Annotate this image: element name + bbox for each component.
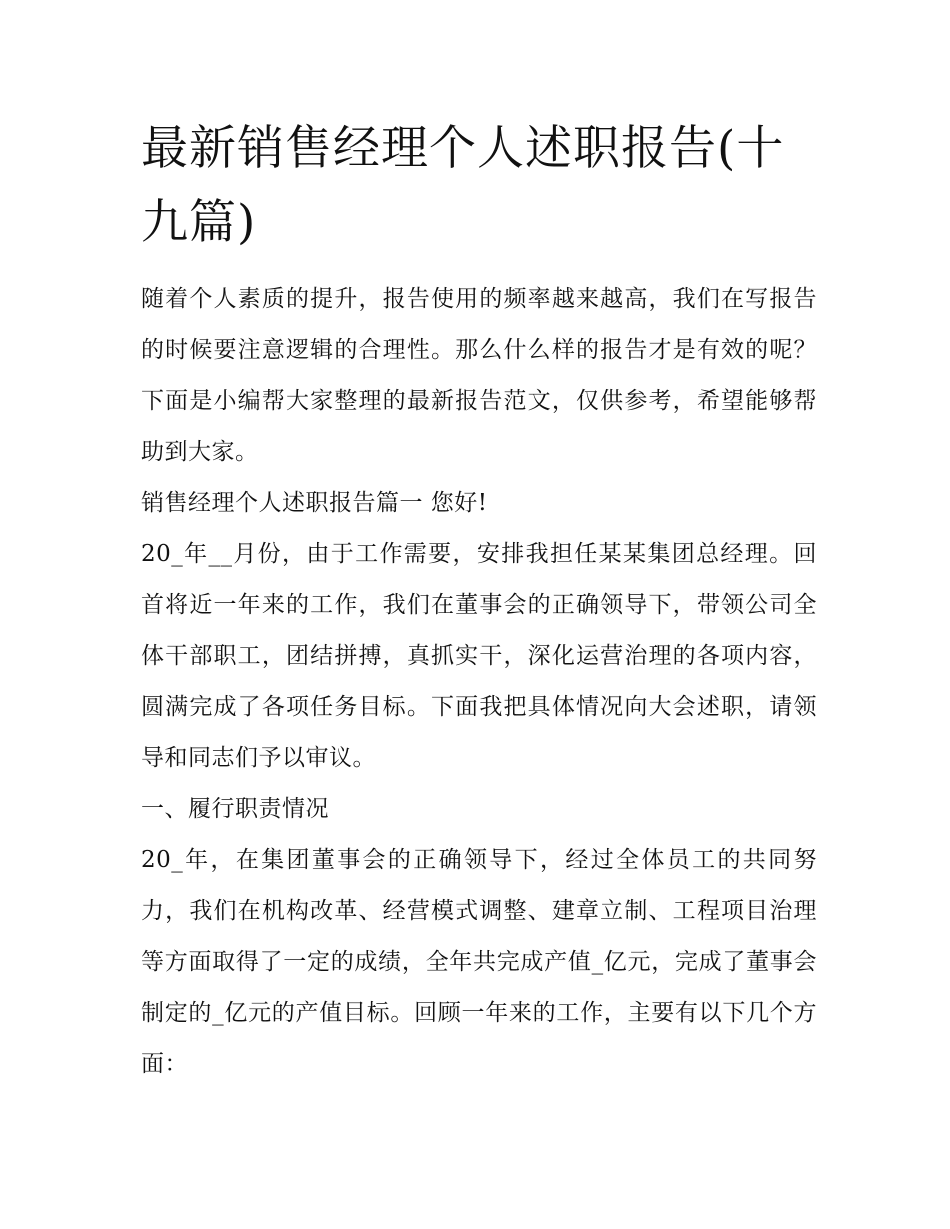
document-body [141, 112, 817, 1090]
body-paragraph: 20_年，在集团董事会的正确领导下，经过全体员工的共同努力，我们在机构改革、经营模式调整、建章立制、工程项目治理等方面取得了一定的成绩，全年共完成产值_亿元，完成了董事会制定的_亿元的产值目标。回顾一年来的工作，主要有以下几个方面： [141, 847, 817, 1077]
body-paragraph: 20_年__月份，由于工作需要，安排我担任某某集团总经理。回首将近一年来的工作，我们在董事会的正确领导下，带领公司全体干部职工，团结拼搏，真抓实干，深化运营治理的各项内容，圆满完成了各项任务目标。下面我把具体情况向大会述职，请领导和同志们予以审议。 [141, 541, 817, 771]
section-heading-greeting: 销售经理个人述职报告篇一 您好! [141, 490, 488, 516]
intro-paragraph: 随着个人素质的提升，报告使用的频率越来越高，我们在写报告的时候要注意逻辑的合理性。那么什么样的报告才是有效的呢？下面是小编帮大家整理的最新报告范文，仅供参考，希望能够帮助到大家。 [141, 286, 817, 465]
document-title: 最新销售经理个人述职报告(十九篇) [141, 121, 785, 250]
section-heading-duties: 一、履行职责情况 [141, 796, 329, 822]
